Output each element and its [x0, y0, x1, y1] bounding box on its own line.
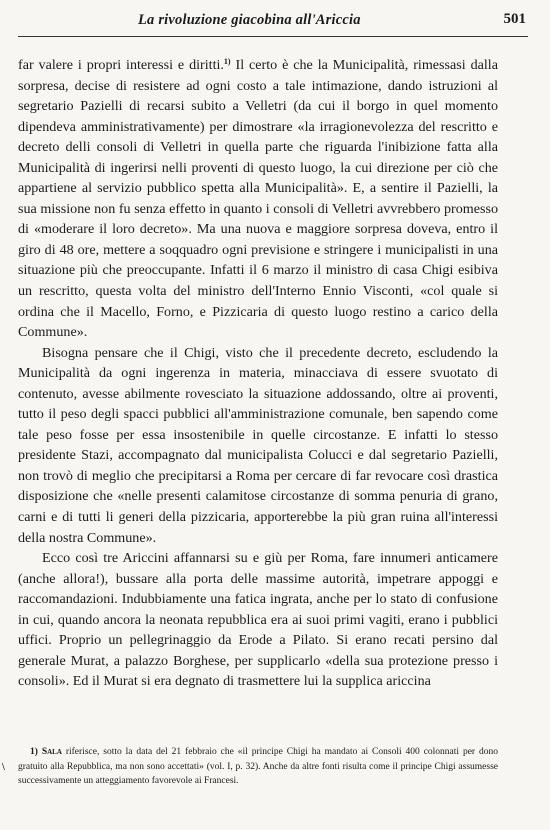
footnote-number: 1) [30, 747, 38, 757]
footnote [18, 745, 498, 789]
footnote-reference: 1) [223, 57, 231, 66]
page-number: 501 [503, 11, 526, 27]
main-text [18, 52, 498, 692]
paragraph-1-text-a: far valere i propri interessi e diritti. [18, 57, 224, 73]
running-title: La rivoluzione giacobina all'Ariccia [138, 12, 361, 28]
paragraph-1 [18, 52, 498, 343]
running-header [18, 10, 528, 37]
paragraph-2: Bisogna pensare che il Chigi, visto che il precedente decreto, escludendo la Municipalità da ogni ingerenza in materia, minacciava di essere svuotato di contenuto, avesse abilmente rovesciato la situazione addossando, oltre ai proventi, tutto il peso degli spacci pubblici all'amministrazione comunale, ben sapendo come tale peso fosse per essa insostenibile in quelle circostanze. E infatti lo stesso presidente Stazi, accompagnato dal municipalista Colucci e dal segretario Pazielli, non trovò di meglio che precipitarsi a Roma per cercare di far revocare così drastica disposizione che «nelle presenti calamitose circostanze di somma penuria di grano, carni e di tutti li generi della pizzicaria, apporterebbe la più gran ruina all'interessi della nostra Commune». [18, 344, 498, 546]
paragraph-1-text-b: Il certo è che la Municipalità, rimessasi dalla sorpresa, decise di resistere ad ogni costo a tale intimazione, dando istruzioni al segretario Pazielli di recarsi subito a Velletri (da cui il borgo in quel momento dipendeva amministrativamente) per dimostrare «la irragionevolezza del rescritto e decreto delli consoli di Velletri in quella parte che riguarda l'inibizione fatta alla Municipalità di ingerirsi nelli proventi di questo luogo, la cui direzione per ciò che appartiene al servizio pubblico spetta alla Municipalità». E, a sentire il Pazielli, la sua missione non fu senza effetto in quanto i consoli di Velletri avvrebbero promesso di «moderare il loro decreto». Ma una nuova e maggiore sorpresa doveva, entro il giro di 48 ore, mettere a soqquadro ogni previsione e stringere i municipalisti in una situazione più che preoccupante. Infatti il 6 marzo il ministro di casa Chigi esibiva un rescritto, questa volta del ministro dell'Interno Ennio Visconti, «col quale si ordina che il Macello, Forno, e Pizzicaria di questo luogo restino a carico della Commune». [18, 57, 498, 341]
margin-mark: \ [2, 762, 5, 773]
paragraph-3: Ecco così tre Ariccini affannarsi su e giù per Roma, fare innumeri anticamere (anche allora!), bussare alla porta delle massime autorità, impetrare appoggi e raccomandazioni. Indubbiamente una fatica ingrata, anche per lo stato di confusione in cui, quando ancora la neonata repubblica era ai suoi primi vagiti, erano i pubblici uffici. Proprio un pellegrinaggio da Erode a Pilato. Si erano recati persino dal generale Murat, a palazzo Borghese, per supplicarlo «della sua protezione presso i consoli». Ed il Murat si era degnato di trasmettere lui la supplica ariccina [18, 550, 498, 690]
footnote-text: riferisce, sotto la data del 21 febbraio che «il principe Chigi ha mandato ai Consoli 400 colonnati per dono gratuito alla Repubblica, ma non sono accettati» (vol. I, p. 32). Anche da altre fonti risulta come il principe Chigi assumesse successivamente un atteggiamento favorevole ai Francesi. [18, 747, 499, 786]
footnote-author: Sala [41, 747, 62, 757]
